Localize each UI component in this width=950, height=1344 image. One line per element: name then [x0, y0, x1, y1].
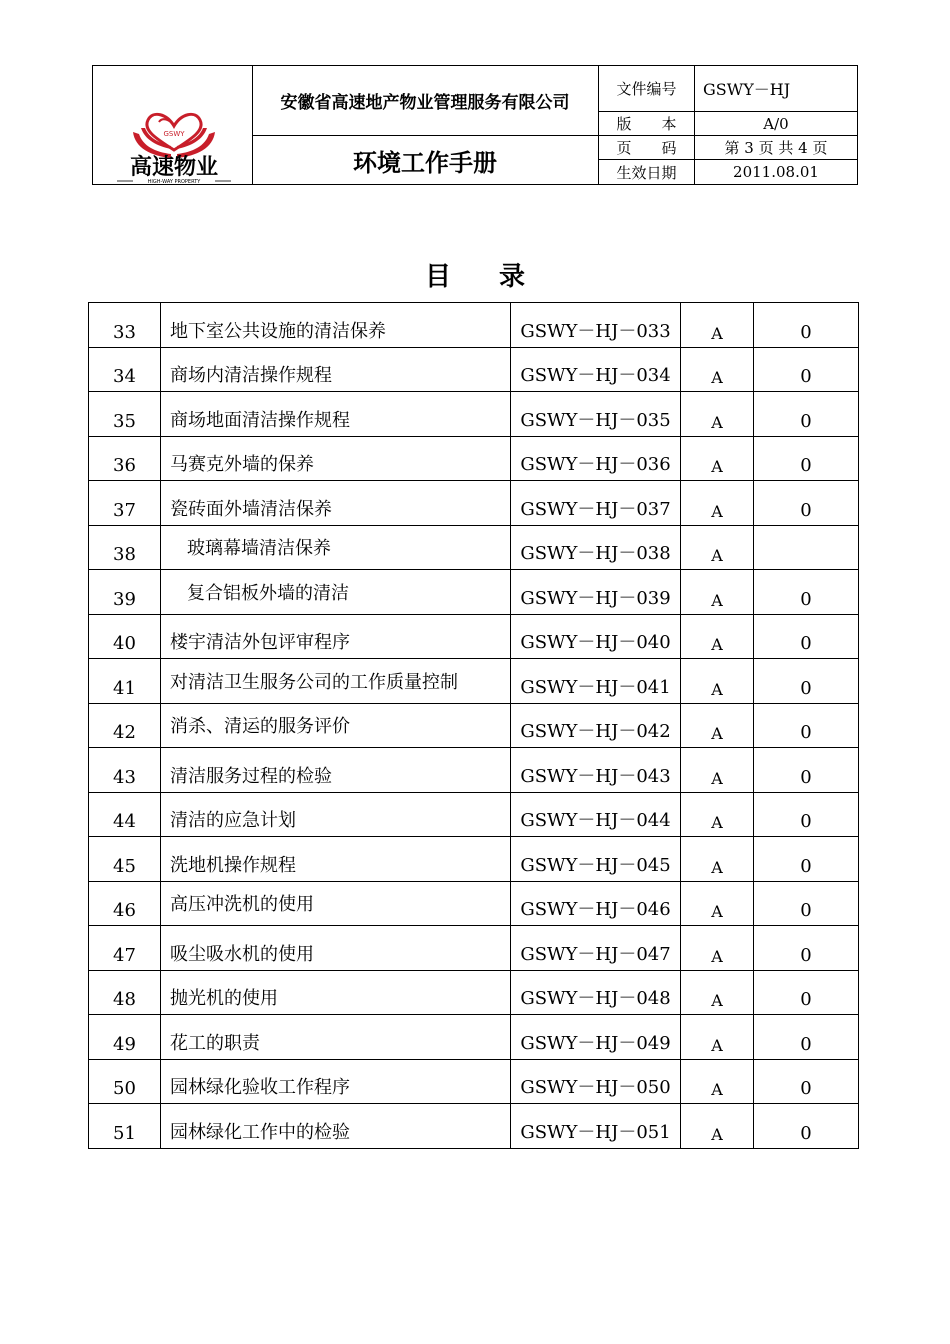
table-row — [89, 392, 859, 437]
entry-number: 42 — [89, 703, 161, 748]
entry-revision: 0 — [754, 792, 859, 837]
entry-version: A — [681, 1015, 754, 1060]
document-header — [92, 65, 858, 185]
entry-code: GSWY－HJ－042 — [511, 703, 681, 748]
entry-version: A — [681, 659, 754, 704]
manual-title: 环境工作手册 — [353, 148, 497, 177]
entry-code: GSWY－HJ－047 — [511, 926, 681, 971]
table-row — [89, 703, 859, 748]
entry-code: GSWY－HJ－040 — [511, 614, 681, 659]
meta-value: 第 3 页 共 4 页 — [724, 139, 828, 157]
meta-key: 生效日期 — [599, 160, 695, 184]
entry-revision: 0 — [754, 1104, 859, 1149]
meta-row-page — [599, 136, 857, 160]
entry-title: 消杀、清运的服务评价 — [161, 703, 511, 748]
table-row — [89, 570, 859, 615]
entry-title: 洗地机操作规程 — [161, 837, 511, 882]
meta-key: 版 本 — [599, 112, 695, 135]
entry-revision: 0 — [754, 347, 859, 392]
entry-number: 51 — [89, 1104, 161, 1149]
entry-number: 35 — [89, 392, 161, 437]
entry-title: 吸尘吸水机的使用 — [161, 926, 511, 971]
table-row — [89, 1015, 859, 1060]
entry-revision — [754, 525, 859, 570]
logo-cell — [93, 66, 253, 184]
entry-title: 高压冲洗机的使用 — [161, 881, 511, 926]
header-title-cell — [252, 66, 599, 184]
table-row — [89, 1104, 859, 1149]
table-row — [89, 970, 859, 1015]
toc-body — [89, 303, 859, 1149]
entry-version: A — [681, 837, 754, 882]
entry-version: A — [681, 436, 754, 481]
entry-revision: 0 — [754, 659, 859, 704]
table-row — [89, 659, 859, 704]
table-row — [89, 481, 859, 526]
entry-version: A — [681, 570, 754, 615]
entry-revision: 0 — [754, 481, 859, 526]
entry-title: 地下室公共设施的清洁保养 — [161, 303, 511, 348]
meta-key: 文件编号 — [599, 66, 695, 111]
entry-title: 园林绿化验收工作程序 — [161, 1059, 511, 1104]
table-row — [89, 614, 859, 659]
entry-code: GSWY－HJ－039 — [511, 570, 681, 615]
entry-title: 商场内清洁操作规程 — [161, 347, 511, 392]
entry-number: 43 — [89, 748, 161, 793]
entry-number: 34 — [89, 347, 161, 392]
entry-revision: 0 — [754, 837, 859, 882]
entry-revision: 0 — [754, 881, 859, 926]
meta-value: A/0 — [763, 114, 789, 133]
entry-number: 36 — [89, 436, 161, 481]
entry-title: 抛光机的使用 — [161, 970, 511, 1015]
entry-version: A — [681, 392, 754, 437]
entry-number: 49 — [89, 1015, 161, 1060]
meta-key: 页 码 — [599, 136, 695, 159]
document-meta — [599, 66, 857, 184]
entry-title: 玻璃幕墙清洁保养 — [161, 525, 511, 570]
table-row — [89, 347, 859, 392]
entry-revision: 0 — [754, 926, 859, 971]
entry-version: A — [681, 703, 754, 748]
table-row — [89, 837, 859, 882]
meta-value: GSWY－HJ — [703, 80, 791, 99]
meta-row-effective-date — [599, 160, 857, 184]
entry-code: GSWY－HJ－033 — [511, 303, 681, 348]
entry-revision: 0 — [754, 1015, 859, 1060]
entry-title: 复合铝板外墙的清洁 — [161, 570, 511, 615]
entry-title: 瓷砖面外墙清洁保养 — [161, 481, 511, 526]
entry-title: 对清洁卫生服务公司的工作质量控制 — [161, 659, 511, 704]
entry-title: 花工的职责 — [161, 1015, 511, 1060]
entry-code: GSWY－HJ－051 — [511, 1104, 681, 1149]
company-logo — [115, 92, 233, 184]
entry-version: A — [681, 347, 754, 392]
table-row — [89, 1059, 859, 1104]
entry-code: GSWY－HJ－043 — [511, 748, 681, 793]
entry-number: 39 — [89, 570, 161, 615]
entry-revision: 0 — [754, 303, 859, 348]
entry-revision: 0 — [754, 392, 859, 437]
company-name: 安徽省高速地产物业管理服务有限公司 — [252, 66, 598, 136]
entry-title: 清洁服务过程的检验 — [161, 748, 511, 793]
entry-title: 马赛克外墙的保养 — [161, 436, 511, 481]
entry-version: A — [681, 614, 754, 659]
entry-version: A — [681, 881, 754, 926]
toc-table — [88, 302, 859, 1149]
entry-number: 37 — [89, 481, 161, 526]
entry-number: 41 — [89, 659, 161, 704]
table-row — [89, 926, 859, 971]
table-row — [89, 525, 859, 570]
entry-revision: 0 — [754, 703, 859, 748]
entry-code: GSWY－HJ－045 — [511, 837, 681, 882]
entry-version: A — [681, 792, 754, 837]
logo-wordmark: 高速物业 — [129, 154, 219, 180]
entry-title: 楼宇清洁外包评审程序 — [161, 614, 511, 659]
entry-version: A — [681, 1059, 754, 1104]
meta-row-doc-number — [599, 66, 857, 112]
meta-value: 2011.08.01 — [733, 163, 819, 181]
entry-number: 47 — [89, 926, 161, 971]
entry-number: 44 — [89, 792, 161, 837]
entry-title: 园林绿化工作中的检验 — [161, 1104, 511, 1149]
entry-number: 48 — [89, 970, 161, 1015]
toc-title: 目录 — [424, 262, 573, 292]
entry-number: 45 — [89, 837, 161, 882]
table-row — [89, 792, 859, 837]
table-row — [89, 881, 859, 926]
entry-version: A — [681, 1104, 754, 1149]
logo-badge: GSWY — [163, 130, 185, 138]
entry-code: GSWY－HJ－049 — [511, 1015, 681, 1060]
entry-code: GSWY－HJ－037 — [511, 481, 681, 526]
logo-subtext: HIGH-WAY PROPERTY — [147, 179, 201, 184]
meta-row-version — [599, 112, 857, 136]
entry-version: A — [681, 303, 754, 348]
entry-version: A — [681, 926, 754, 971]
entry-revision: 0 — [754, 570, 859, 615]
entry-version: A — [681, 748, 754, 793]
entry-number: 33 — [89, 303, 161, 348]
entry-revision: 0 — [754, 748, 859, 793]
entry-code: GSWY－HJ－034 — [511, 347, 681, 392]
entry-code: GSWY－HJ－048 — [511, 970, 681, 1015]
table-row — [89, 303, 859, 348]
entry-number: 46 — [89, 881, 161, 926]
entry-title: 商场地面清洁操作规程 — [161, 392, 511, 437]
table-row — [89, 748, 859, 793]
entry-revision: 0 — [754, 436, 859, 481]
entry-number: 40 — [89, 614, 161, 659]
entry-revision: 0 — [754, 970, 859, 1015]
table-row — [89, 436, 859, 481]
entry-code: GSWY－HJ－038 — [511, 525, 681, 570]
entry-code: GSWY－HJ－035 — [511, 392, 681, 437]
entry-revision: 0 — [754, 1059, 859, 1104]
entry-title: 清洁的应急计划 — [161, 792, 511, 837]
entry-code: GSWY－HJ－041 — [511, 659, 681, 704]
entry-code: GSWY－HJ－036 — [511, 436, 681, 481]
entry-code: GSWY－HJ－050 — [511, 1059, 681, 1104]
entry-revision: 0 — [754, 614, 859, 659]
entry-version: A — [681, 970, 754, 1015]
entry-code: GSWY－HJ－046 — [511, 881, 681, 926]
entry-code: GSWY－HJ－044 — [511, 792, 681, 837]
entry-number: 38 — [89, 525, 161, 570]
entry-version: A — [681, 525, 754, 570]
entry-version: A — [681, 481, 754, 526]
entry-number: 50 — [89, 1059, 161, 1104]
